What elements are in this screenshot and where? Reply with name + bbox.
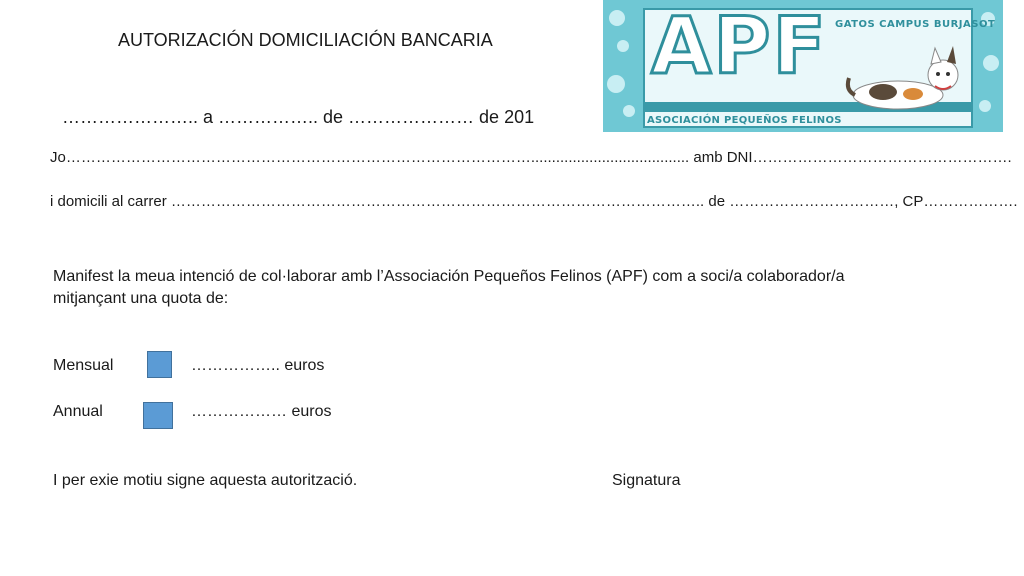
apf-logo bbox=[603, 0, 1003, 132]
closing-statement: I per exie motiu signe aquesta autorització. bbox=[53, 472, 358, 489]
logo-acronym: APF bbox=[651, 2, 828, 92]
signature-label: Signatura bbox=[612, 472, 681, 489]
cat-icon bbox=[843, 40, 963, 115]
monthly-checkbox[interactable] bbox=[147, 351, 172, 378]
annual-label: Annual bbox=[53, 403, 103, 420]
address-line: i domicili al carrer …………………………………………………………………………………………….. de ……………………………, CP………………. bbox=[50, 193, 1018, 210]
date-line: ………………….. a …………….. de ………………… de 201 bbox=[62, 107, 535, 127]
annual-checkbox[interactable] bbox=[143, 402, 173, 429]
paragraph-line-1: Manifest la meua intenció de col·laborar amb l’Associación Pequeños Felinos (APF) com a soci/a colaborador/a bbox=[53, 268, 845, 285]
monthly-amount: …………….. euros bbox=[191, 357, 325, 374]
name-dni-line: Jo…………………………………………………………………………………...................................... amb DNI……………………………………………. bbox=[50, 149, 1012, 166]
paragraph-line-2: mitjançant una quota de: bbox=[53, 290, 229, 307]
annual-amount: ……………… euros bbox=[191, 403, 332, 420]
intention-paragraph bbox=[53, 266, 953, 310]
monthly-label: Mensual bbox=[53, 357, 114, 374]
logo-top-text: GATOS CAMPUS BURJASOT bbox=[835, 19, 996, 30]
logo-bottom-text: ASOCIACIÓN PEQUEÑOS FELINOS bbox=[647, 115, 842, 126]
form-title: AUTORIZACIÓN DOMICILIACIÓN BANCARIA bbox=[118, 30, 493, 50]
